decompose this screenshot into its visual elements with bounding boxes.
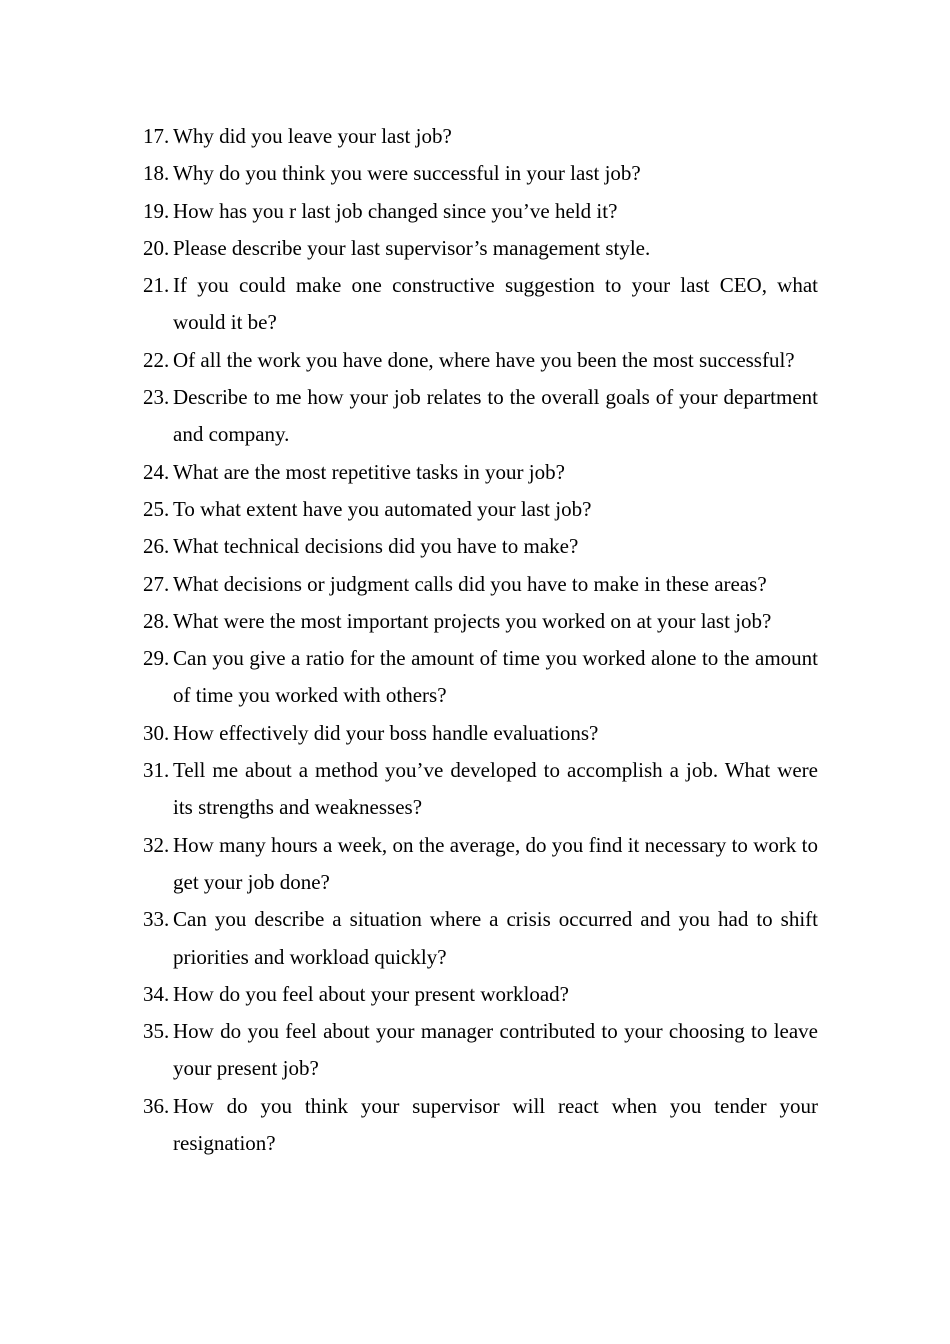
question-text: Can you describe a situation where a crisis occurred and you had to shift priorities and workload quickly? xyxy=(173,907,818,969)
question-number: 34. xyxy=(143,981,170,1006)
question-item xyxy=(143,901,818,976)
question-text: How do you feel about your present workload? xyxy=(173,981,569,1006)
question-text: Of all the work you have done, where have you been the most successful? xyxy=(173,347,795,372)
question-item xyxy=(143,976,818,1013)
question-item xyxy=(143,230,818,267)
question-number: 30. xyxy=(143,720,170,745)
question-item xyxy=(143,491,818,528)
question-item xyxy=(143,454,818,491)
question-text: How many hours a week, on the average, do you find it necessary to work to get your job done? xyxy=(173,832,818,894)
question-text: Please describe your last supervisor’s management style. xyxy=(173,235,651,260)
question-text: What technical decisions did you have to make? xyxy=(173,534,579,559)
question-number: 35. xyxy=(143,1019,170,1044)
question-text: If you could make one constructive suggestion to your last CEO, what would it be? xyxy=(173,273,818,335)
question-item xyxy=(143,1013,818,1088)
question-item xyxy=(143,342,818,379)
question-number: 24. xyxy=(143,459,170,484)
question-text: How do you think your supervisor will react when you tender your resignation? xyxy=(173,1093,818,1156)
question-item xyxy=(143,267,818,342)
question-text: What were the most important projects you worked on at your last job? xyxy=(173,608,772,633)
question-number: 22. xyxy=(143,347,170,372)
question-text: To what extent have you automated your last job? xyxy=(173,496,592,521)
question-number: 23. xyxy=(143,385,170,410)
question-item xyxy=(143,640,818,715)
question-text: What decisions or judgment calls did you have to make in these areas? xyxy=(173,571,767,596)
question-item xyxy=(143,827,818,902)
question-text: Why did you leave your last job? xyxy=(173,124,452,148)
question-item xyxy=(143,566,818,603)
question-number: 20. xyxy=(143,235,170,260)
question-item xyxy=(143,155,818,192)
question-item xyxy=(143,603,818,640)
question-number: 32. xyxy=(143,832,170,857)
question-text: How has you r last job changed since you’ve held it? xyxy=(173,198,618,223)
question-number: 19. xyxy=(143,198,170,223)
question-item xyxy=(143,752,818,827)
question-number: 25. xyxy=(143,496,170,521)
question-item xyxy=(143,193,818,230)
question-text: Tell me about a method you’ve developed to accomplish a job. What were its strengths and weaknesses? xyxy=(173,758,818,820)
question-item xyxy=(143,1088,818,1163)
question-number: 28. xyxy=(143,608,170,633)
question-number: 36. xyxy=(143,1093,170,1118)
question-number: 31. xyxy=(143,758,170,783)
question-item xyxy=(143,715,818,752)
question-text: What are the most repetitive tasks in your job? xyxy=(173,459,565,484)
question-number: 21. xyxy=(143,273,170,298)
question-text: Can you give a ratio for the amount of time you worked alone to the amount of time you worked with others? xyxy=(173,646,818,708)
question-number: 26. xyxy=(143,534,170,559)
question-text: Why do you think you were successful in your last job? xyxy=(173,161,641,186)
question-item xyxy=(143,528,818,565)
question-text: How effectively did your boss handle evaluations? xyxy=(173,720,599,745)
question-text: Describe to me how your job relates to the overall goals of your department and company. xyxy=(173,385,818,447)
question-number: 18. xyxy=(143,161,170,186)
question-item xyxy=(143,379,818,454)
question-text: How do you feel about your manager contributed to your choosing to leave your present job? xyxy=(173,1019,818,1081)
question-list xyxy=(143,118,818,1162)
question-number: 27. xyxy=(143,571,170,596)
question-item xyxy=(143,118,818,155)
question-number: 17. xyxy=(143,124,170,148)
question-number: 33. xyxy=(143,907,170,932)
question-number: 29. xyxy=(143,646,170,671)
